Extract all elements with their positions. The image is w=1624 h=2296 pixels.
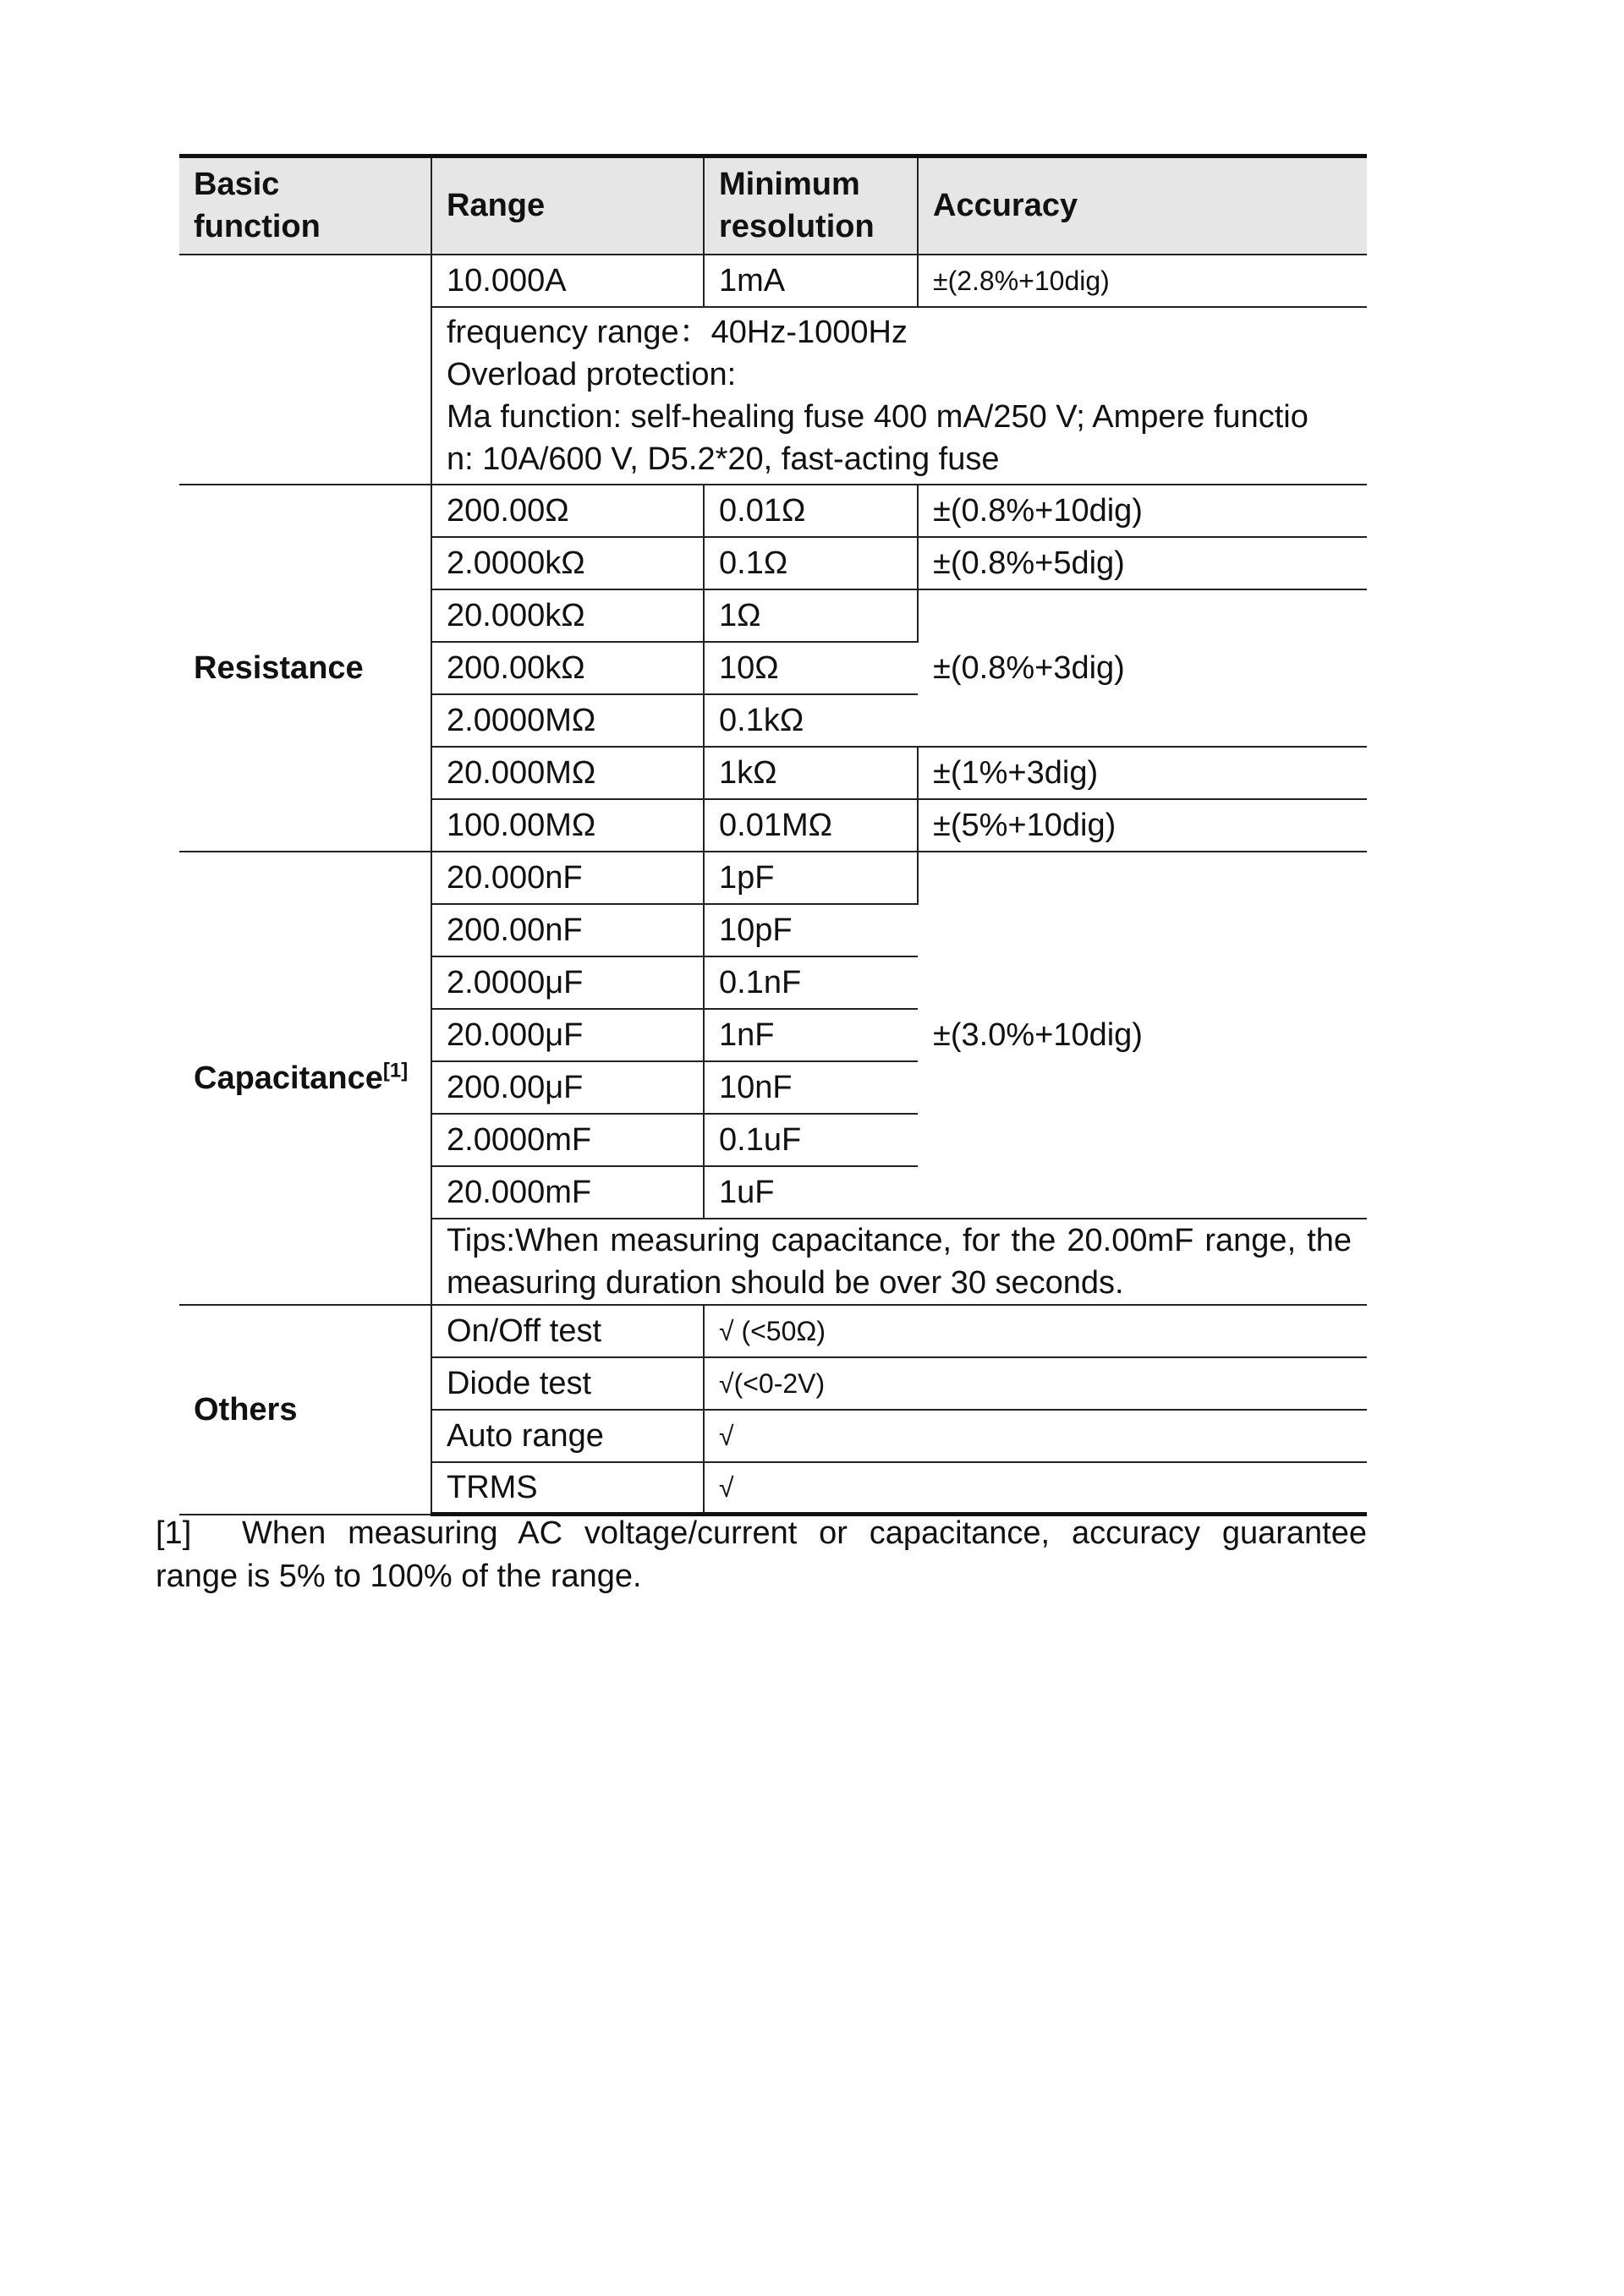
feature-value-cell: √ (<50Ω) [704,1305,1367,1357]
resolution-cell: 0.1Ω [704,537,918,589]
header-minimum-resolution: Minimum resolution [704,156,918,255]
table-row [179,1305,1367,1357]
range-cell: 20.000kΩ [431,589,704,642]
resolution-cell: 1mA [704,255,918,307]
range-cell: 200.00nF [431,904,704,956]
capacitance-label-cell [179,852,431,1305]
range-cell: 20.000nF [431,852,704,904]
feature-name-cell: On/Off test [431,1305,704,1357]
capacitance-label: Capacitance [194,1060,383,1096]
accuracy-cell: ±(0.8%+5dig) [918,537,1367,589]
feature-name-cell: Diode test [431,1357,704,1410]
resolution-cell: 0.01MΩ [704,799,918,852]
table-row [179,852,1367,904]
range-cell: 100.00MΩ [431,799,704,852]
resolution-cell: 0.01Ω [704,485,918,537]
table-header-row [179,156,1367,255]
accuracy-cell: ±(1%+3dig) [918,747,1367,799]
resolution-cell: 10nF [704,1061,918,1114]
resolution-cell: 1Ω [704,589,918,642]
current-note-cell [431,307,1367,485]
note-line: Overload protection: [447,356,737,392]
range-cell: 2.0000MΩ [431,694,704,747]
capacitance-tip: Tips:When measuring capacitance, for the 20.00mF range, the measuring duration should be over 30 seconds. [431,1219,1367,1305]
range-cell: 10.000A [431,255,704,307]
note-line: n: 10A/600 V, D5.2*20, fast-acting fuse [447,441,1000,477]
resolution-cell: 10Ω [704,642,918,694]
feature-value-cell: √(<0-2V) [704,1357,1367,1410]
resolution-cell: 1uF [704,1166,918,1219]
range-cell: 2.0000mF [431,1114,704,1166]
feature-name-cell: Auto range [431,1410,704,1462]
accuracy-cell: ±(2.8%+10dig) [918,255,1367,307]
others-label: Others [179,1305,431,1515]
header-accuracy: Accuracy [918,156,1367,255]
footnote [156,1512,1367,1598]
current-function-cell [179,255,431,485]
range-cell: 2.0000kΩ [431,537,704,589]
accuracy-cell: ±(3.0%+10dig) [918,852,1367,1219]
accuracy-cell: ±(0.8%+3dig) [918,589,1367,747]
resolution-cell: 1pF [704,852,918,904]
table-row [179,255,1367,307]
range-cell: 2.0000μF [431,956,704,1009]
footnote-marker: [1] [156,1515,192,1551]
range-cell: 200.00μF [431,1061,704,1114]
resolution-cell: 1kΩ [704,747,918,799]
range-cell: 20.000μF [431,1009,704,1061]
feature-name-cell: TRMS [431,1462,704,1515]
table-row [179,485,1367,537]
footnote-text: When measuring AC voltage/current or capacitance, accuracy guarantee range is 5% to 100% of the range. [156,1515,1367,1594]
note-line: frequency range：40Hz-1000Hz [447,314,908,350]
footnote-reference: [1] [382,1058,409,1082]
feature-value-cell: √ [704,1462,1367,1515]
accuracy-cell: ±(5%+10dig) [918,799,1367,852]
specification-table [179,154,1367,1516]
range-cell: 200.00kΩ [431,642,704,694]
header-basic-function: Basic function [179,156,431,255]
resolution-cell: 1nF [704,1009,918,1061]
resolution-cell: 10pF [704,904,918,956]
resolution-cell: 0.1nF [704,956,918,1009]
accuracy-cell: ±(0.8%+10dig) [918,485,1367,537]
header-range: Range [431,156,704,255]
range-cell: 200.00Ω [431,485,704,537]
resistance-label: Resistance [179,485,431,852]
range-cell: 20.000mF [431,1166,704,1219]
resolution-cell: 0.1kΩ [704,694,918,747]
feature-value-cell: √ [704,1410,1367,1462]
range-cell: 20.000MΩ [431,747,704,799]
note-line: Ma function: self-healing fuse 400 mA/250 V; Ampere functio [447,398,1309,435]
resolution-cell: 0.1uF [704,1114,918,1166]
